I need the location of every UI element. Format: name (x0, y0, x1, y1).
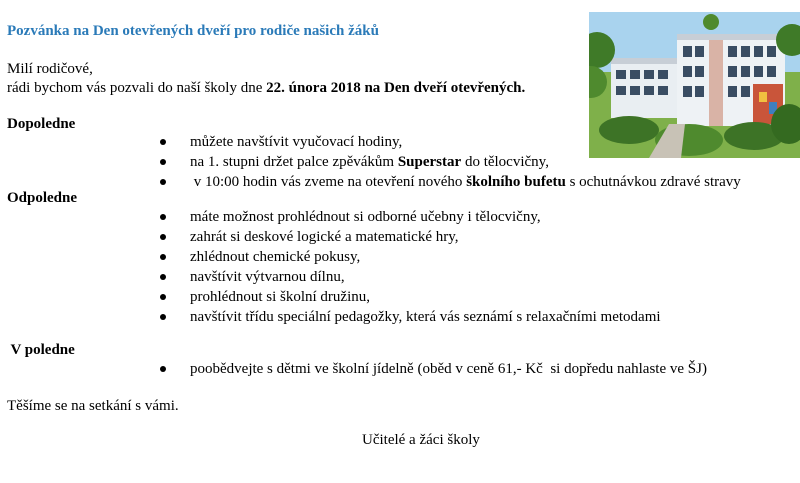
bullet-icon (160, 214, 166, 220)
list-item (0, 359, 707, 379)
bullet-icon (160, 179, 166, 185)
bullet-icon (160, 314, 166, 320)
morning-heading: Dopoledne (7, 116, 76, 132)
intro-line (7, 79, 525, 98)
list-item-text: můžete navštívit vyučovací hodiny, (190, 134, 403, 150)
bullet-icon (160, 159, 166, 165)
list-item-text: navštívit výtvarnou dílnu, (190, 269, 345, 285)
greeting-block (7, 60, 525, 98)
list-item (0, 307, 661, 327)
noon-heading: V poledne (7, 342, 75, 358)
list-item-text: zahrát si deskové logické a matematické hry, (190, 229, 459, 245)
list-item-text: na 1. stupni držet palce zpěvákům (190, 154, 398, 170)
closing-line: Těšíme se na setkání s vámi. (7, 398, 179, 414)
intro-date: 22. února 2018 na Den dveří otevřených. (266, 80, 526, 96)
list-item (0, 227, 661, 247)
list-item-text: poobědvejte s dětmi ve školní jídelně (oběd v ceně 61,- Kč si dopředu nahlaste ve ŠJ) (190, 361, 707, 377)
list-item-text: v 10:00 hodin vás zveme na otevření nového (190, 174, 467, 190)
afternoon-heading: Odpoledne (7, 190, 78, 206)
noon-list (0, 359, 707, 379)
school-building-image (589, 12, 800, 158)
list-item (0, 267, 661, 287)
salutation: Milí rodičové, (7, 61, 93, 77)
list-item (0, 172, 741, 192)
invitation-title: Pozvánka na Den otevřených dveří pro rodiče našich žáků (7, 23, 379, 39)
list-item-bold: školního bufetu (466, 174, 566, 190)
list-item (0, 287, 661, 307)
list-item (0, 207, 661, 227)
bullet-icon (160, 234, 166, 240)
list-item (0, 247, 661, 267)
list-item-bold: Superstar (397, 154, 462, 170)
intro-text: rádi bychom vás pozvali do naší školy dne (7, 80, 267, 96)
list-item-text: do tělocvičny, (461, 154, 549, 170)
bullet-icon (160, 274, 166, 280)
list-item-text: prohlédnout si školní družinu, (190, 289, 370, 305)
bullet-icon (160, 254, 166, 260)
list-item-text: navštívit třídu speciální pedagožky, která vás seznámí s relaxačními metodami (190, 309, 661, 325)
school-photo (589, 12, 800, 158)
list-item-text: máte možnost prohlédnout si odborné učebny i tělocvičny, (190, 209, 541, 225)
bullet-icon (160, 294, 166, 300)
bullet-icon (160, 139, 166, 145)
afternoon-list (0, 207, 661, 327)
bullet-icon (160, 366, 166, 372)
signature: Učitelé a žáci školy (362, 432, 480, 448)
list-item-text: zhlédnout chemické pokusy, (190, 249, 361, 265)
list-item-text: s ochutnávkou zdravé stravy (565, 174, 741, 190)
